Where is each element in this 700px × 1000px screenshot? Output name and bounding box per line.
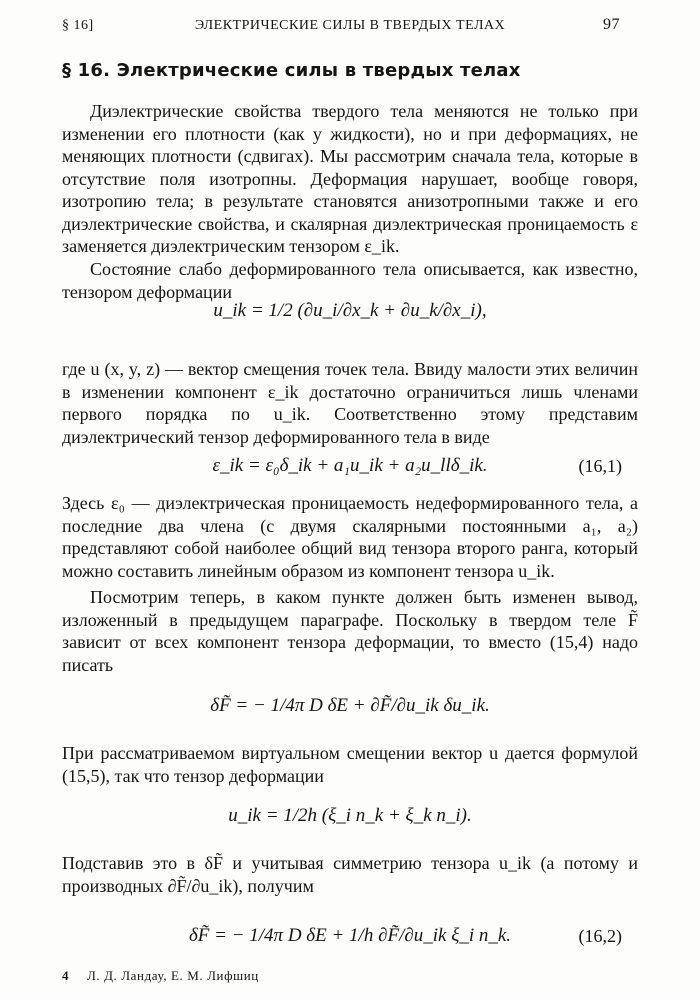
footer: [62, 968, 259, 984]
running-header-section: § 16]: [62, 18, 94, 33]
paragraph-2: Состояние слабо деформированного тела описывается, как известно, тензором деформации: [62, 259, 638, 302]
formula-strain-tensor: [62, 300, 638, 322]
equation-number-16-1: (16,1): [578, 456, 622, 476]
running-header-title: ЭЛЕКТРИЧЕСКИЕ СИЛЫ В ТВЕРДЫХ ТЕЛАХ: [194, 18, 506, 33]
signature-mark: 4: [62, 968, 70, 983]
paragraph-4: Здесь ε₀ — диэлектрическая проницаемость недеформированного тела, а последние два члена (с двумя скалярными постоянными a₁, a₂) представляют собой наиболее общий вид тензора второго ранга, который можно составить линейным образом из компонент тензора u_ik.: [62, 493, 638, 581]
paragraph-1: Диэлектрические свойства твердого тела меняются не только при изменении его плотности (как у жидкости), но и при деформациях, не меняющих плотности (сдвигах). Мы рассмотрим сначала тела, которые в отсутствие поля изотропны. Деформация нарушает, вообще говоря, изотропию тела; в результате становятся анизотропными также и его диэлектрические свойства, и скалярная диэлектрическая проницаемость ε заменяется диэлектрическим тензором ε_ik.: [62, 101, 638, 256]
paragraph-5: Посмотрим теперь, в каком пункте должен быть изменен вывод, изложенный в предыдущем параграфе. Поскольку в твердом теле F̃ зависит от всех компонент тензора деформации, то вместо (15,4) надо писать: [62, 587, 638, 675]
formula-dielectric-tensor: ε_ik = ε₀δ_ik + a₁u_ik + a₂u_llδ_ik.: [212, 455, 488, 476]
equation-number-16-2: (16,2): [578, 926, 622, 946]
formula-strain-virtual: u_ik = 1/2h (ξ_i n_k + ξ_k n_i).: [228, 805, 472, 826]
formula-free-energy-variation: δF̃ = − 1/4π D δE + ∂F̃/∂u_ik δu_ik.: [210, 695, 490, 716]
section-title: § 16. Электрические силы в твердых телах: [62, 60, 521, 81]
formula-text: u_ik = 1/2 (∂u_i/∂x_k + ∂u_k/∂x_i),: [213, 300, 487, 321]
formula-result: δF̃ = − 1/4π D δE + 1/h ∂F̃/∂u_ik ξ_i n_k.: [188, 925, 512, 946]
paragraph-3: где u (x, y, z) — вектор смещения точек тела. Ввиду малости этих величин в изменении компонент ε_ik достаточно ограничиться лишь членами первого порядка по u_ik. Соответственно этому представим диэлектрический тензор деформированного тела в виде: [62, 359, 638, 447]
paragraph-6: При рассматриваемом виртуальном смещении вектор u дается формулой (15,5), так что тензор деформации: [62, 743, 638, 786]
paragraph-7: Подставив это в δF̃ и учитывая симметрию тензора u_ik (а потому и производных ∂F̃/∂u_ik), получим: [62, 853, 638, 896]
page-number: 97: [603, 16, 620, 33]
authors: Л. Д. Ландау, Е. М. Лифшиц: [86, 968, 259, 983]
